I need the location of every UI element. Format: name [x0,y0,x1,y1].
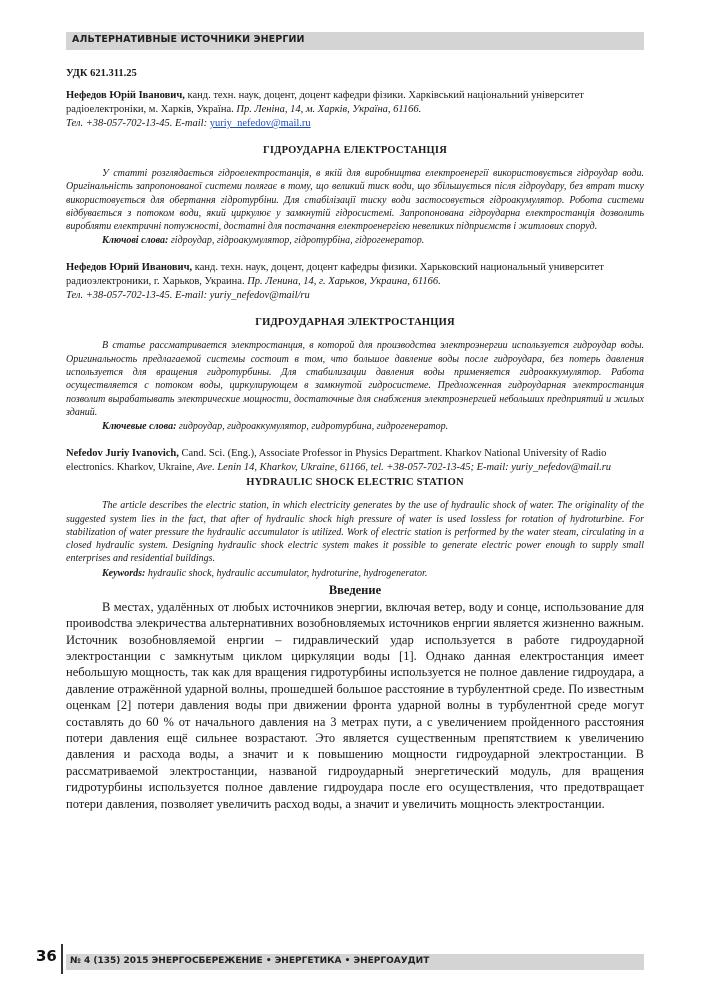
section-heading-intro: Введение [328,582,382,597]
keywords-label: Ключові слова: [102,235,169,247]
email-link[interactable]: yuriy_nefedov@mail.ru [209,118,311,129]
keywords-eng [66,567,644,580]
author-affiliation: канд. техн. наук, доцент, доцент кафедри фізики. Харківський національний університет радіоелектроніки, м. Харків, Україна. [66,90,584,115]
author-name: Нефедов Юрій Іванович, [66,90,185,101]
author-address: Пр. Леніна, 14, м. Харків, Україна, 61166. [233,104,422,115]
keywords-text: hydraulic shock, hydraulic accumulator, hydroturine, hydrogenerator. [145,567,428,579]
keywords-text: гидроудар, гидроаккумулятор, гидротурбина, гидрогенератор. [176,421,449,433]
abstract-eng: The article describes the electric station, in which electricity generates by the use of hydraulic shock of water. The originality of the suggested system lies in the fact, that after of hydraulic shock high pressure of water is used lossless for rotation of hydroturbine. For stabilization of water pressure the hydraulic accumulator is utilized. Work of electric station is performed by the water steam, circulating in a closed hydraulic system. Designing hydraulic shock electric system makes it possible to generate electric power enough to supply small enterprises and residential buildings. [66,500,644,565]
author-address: Пр. Ленина, 14, г. Харьков, Украина, 61166. [244,276,441,288]
keywords-ukr [66,234,644,247]
journal-info: № 4 (135) 2015 ЭНЕРГОСБЕРЕЖЕНИЕ • ЭНЕРГЕТИКА • ЭНЕРГОАУДИТ [70,956,430,966]
author-block-rus [66,261,644,303]
keywords-rus [66,420,644,433]
section-title: АЛЬТЕРНАТИВНЫЕ ИСТОЧНИКИ ЭНЕРГИИ [72,34,305,45]
keywords-label: Ключевые слова: [102,421,177,433]
article-title-rus: ГИДРОУДАРНАЯ ЭЛЕКТРОСТАНЦИЯ [255,317,455,329]
author-affiliation: Cand. Sci. (Eng.), Associate Professor in Physics Department. Kharkov National University of Radio electronics. Kharkov, Ukraine, [66,448,607,474]
udk-code: УДК 621.311.25 [66,68,137,79]
author-tel-email: Тел. +38-057-702-13-45. E-mail: yuriy_nefedov@mail/ru [66,290,310,302]
keywords-text: гідроудар, гідроакумулятор, гідротурбіна, гідрогенератор. [168,235,425,247]
abstract-ukr: У статті розглядається гідроелектростанція, в якій для виробництва електроенергії використовується гідроудар води. Оригінальність запропонованої системи полягає в тому, що великий тиск води, що збільшується після гідроудару, без втрат тиску використовується для обертання гідротурбіни. Для стабілізації тиску води застосовується гідроакумулятор. Робота системи відбувається з потоком води, який циркулює у замкнутій гідросистемі. Запропонована гідроударна електростанція дозволить виробляти електричні потужності, достатні для постачання електроенергією невеликих підприємств і житлових споруд. [66,168,644,233]
page-number: 36 [36,947,57,965]
author-address: Ave. Lenin 14, Kharkov, Ukraine, 61166, tel. +38-057-702-13-45; E-mail: yuriy_nefedov@mail.ru [194,462,612,474]
intro-paragraph: В местах, удалённых от любых источников энергии, включая ветер, воду и сонце, использование для проивodства элекричества альтернативних возобновляемых источников енргии является жизненно важным. Источник возобновляемой енргии – гидравлический удар используется в работе гидроударной электростанции с замкнутым циклом циркуляции воды [1]. Однако данная електростанция имеет небольшую мощность, так как для вращения гидротурбины используется не полное давление гидроудара, а давление отражённой ударной волны, прошедшей большое расстояние в турбулентной среде. По известным оценкам [2] потери давления воды при движении фронта ударной волны в турбулентной среде могут составлять до 60 % от начального давления на 3 метрах пути, а с увеличением пройденного расстояния потери давления ещё сильнее возрастают. Это является существенным препятствием к увеличению давления и расхода воды, а значит и к повышению мощности гидроударной электростанции. В рассматриваемой электростанции, названой гидроударный энергетический модуль, для вращения гидротурбины используется полное давление гидроудара после его осуществления, что предотвращает потери давления, позволяет увеличить расход воды, а значит и увеличить мощность электростанции. [66,599,644,811]
author-name: Nefedov Juriy Ivanovich, [66,448,179,460]
abstract-rus: В статье рассматривается электростанция, в которой для производства электроэнергии используется гидроудар воды. Оригинальность предлагаемой системы состоит в том, что большое давление воды после гидроудара, без потерь давления используется для вращения гидротурбины. Для стабилизации давления воды применяется гидроаккумулятор. Работа осуществляется с потоком воды, циркулирующем в замкнутой гидросистеме. Предложенная гидроударная электростанция позволит вырабатывать электрические мощности, достаточные для снабжения электроэнергией небольших предприятий и жилых зданий. [66,340,644,418]
author-block-eng [66,447,644,475]
article-title-ukr: ГІДРОУДАРНА ЕЛЕКТРОСТАНЦІЯ [263,145,447,156]
author-block-ukr [66,89,644,131]
page-number-divider [61,944,63,974]
author-tel: Тел. +38-057-702-13-45. E-mail: [66,118,210,129]
author-name: Нефедов Юрий Иванович, [66,262,193,274]
article-content [66,66,644,812]
author-affiliation: канд. техн. наук, доцент, доцент кафедры физики. Харьковский национальный университет радиоэлектроники, г. Харьков, Украина. [66,262,604,288]
article-title-eng: HYDRAULIC SHOCK ELECTRIC STATION [246,477,464,489]
keywords-label: Keywords: [102,567,146,579]
